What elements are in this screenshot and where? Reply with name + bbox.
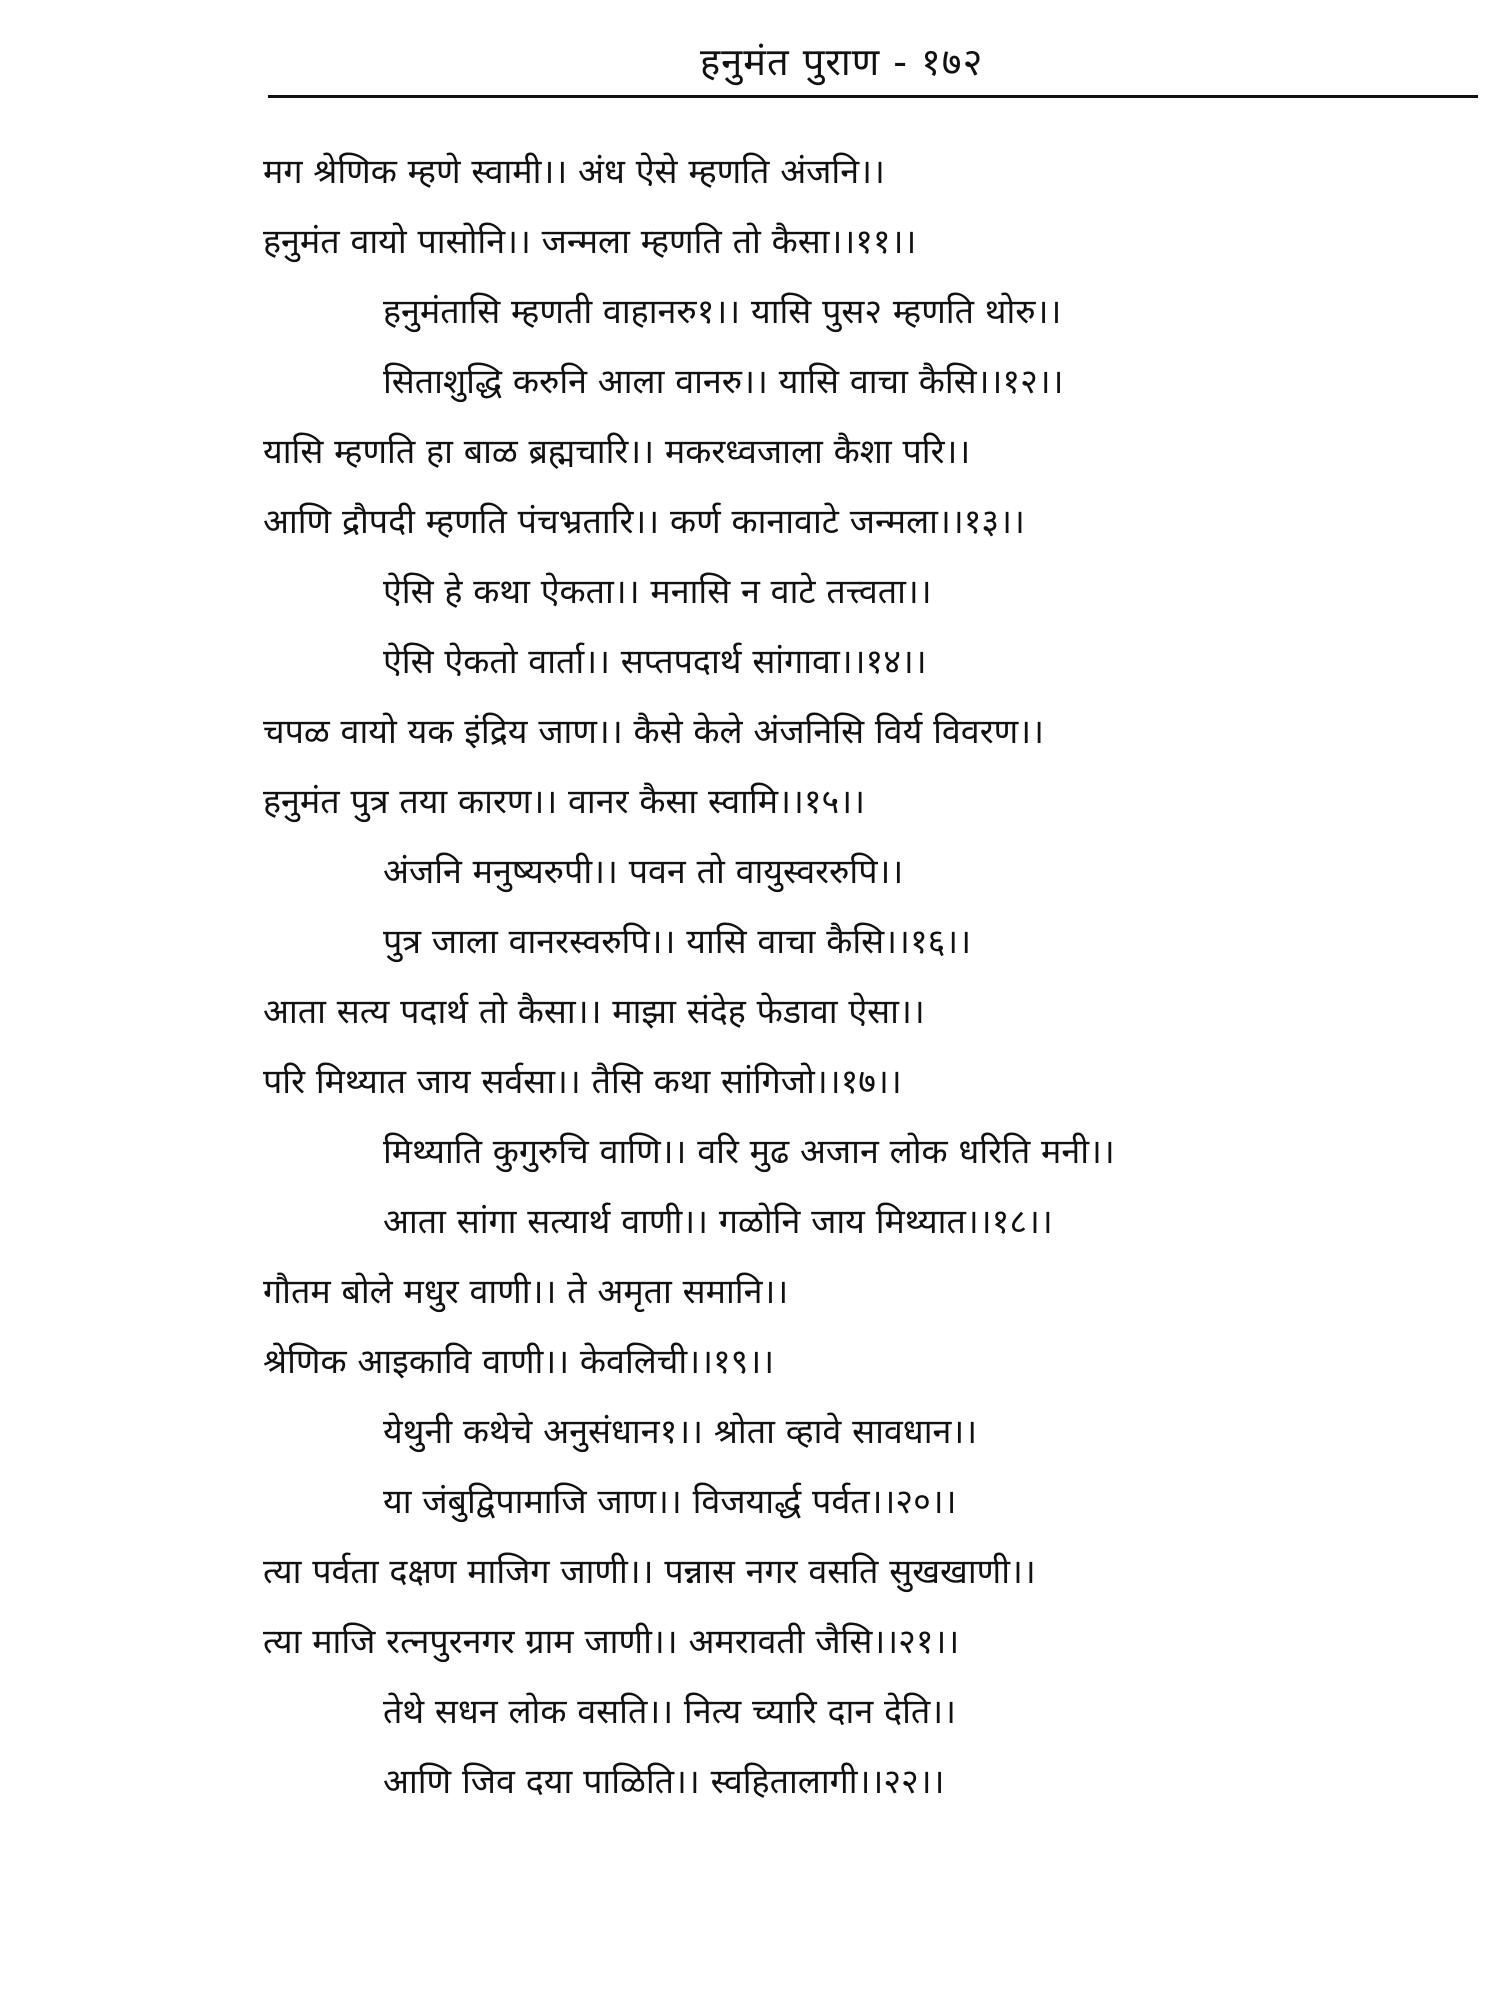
verse-line: परि मिथ्यात जाय सर्वसा।। तैसि कथा सांगिजो।।१७।। xyxy=(263,1062,902,1102)
verse-line: आणि जिव दया पाळिति।। स्वहितालागी।।२२।। xyxy=(383,1762,945,1802)
verse-line: येथुनी कथेचे अनुसंधान१।। श्रोता व्हावे सावधान।। xyxy=(383,1412,978,1452)
verse-line: सिताशुद्धि करुनि आला वानरु।। यासि वाचा कैसि।।१२।। xyxy=(383,362,1064,402)
verse-line: आणि द्रौपदी म्हणति पंचभ्रतारि।। कर्ण कानावाटे जन्मला।।१३।। xyxy=(263,502,1025,542)
verse-line: या जंबुद्विपामाजि जाण।। विजयार्द्ध पर्वत।।२०।। xyxy=(383,1482,957,1522)
verse-line: यासि म्हणति हा बाळ ब्रह्मचारि।। मकरध्वजाला कैशा परि।। xyxy=(263,432,971,472)
verse-line: तेथे सधन लोक वसति।। नित्य च्यारि दान देति।। xyxy=(383,1692,957,1732)
verse-line: गौतम बोले मधुर वाणी।। ते अमृता समानि।। xyxy=(263,1272,789,1312)
verse-line: अंजनि मनुष्यरुपी।। पवन तो वायुस्वररुपि।। xyxy=(383,852,904,892)
verse-line: पुत्र जाला वानरस्वरुपि।। यासि वाचा कैसि।।१६।। xyxy=(383,922,972,962)
verse-line: आता सांगा सत्यार्थ वाणी।। गळोनि जाय मिथ्यात।।१८।। xyxy=(383,1202,1053,1242)
verse-line: श्रेणिक आइकावि वाणी।। केवलिची।।१९।। xyxy=(263,1342,775,1382)
verse-line: हनुमंतासि म्हणती वाहानरु१।। यासि पुस२ म्हणति थोरु।। xyxy=(383,292,1062,332)
verse-line: ऐसि ऐकतो वार्ता।। सप्तपदार्थ सांगावा।।१४।। xyxy=(383,642,927,682)
verse-line: हनुमंत वायो पासोनि।। जन्मला म्हणति तो कैसा।।११।। xyxy=(263,222,917,262)
page-header-title: हनुमंत पुराण - १७२ xyxy=(700,40,984,84)
verse-line: हनुमंत पुत्र तया कारण।। वानर कैसा स्वामि।।१५।। xyxy=(263,782,866,822)
verse-line: मग श्रेणिक म्हणे स्वामी।। अंध ऐसे म्हणति अंजनि।। xyxy=(263,152,885,192)
verse-line: चपळ वायो यक इंद्रिय जाण।। कैसे केले अंजनिसि विर्य विवरण।। xyxy=(263,712,1044,752)
verse-line: ऐसि हे कथा ऐकता।। मनासि न वाटे तत्त्वता।। xyxy=(383,572,932,612)
verse-line: मिथ्याति कुगुरुचि वाणि।। वरि मुढ अजान लोक धरिति मनी।। xyxy=(383,1132,1115,1172)
verse-line: त्या पर्वता दक्षण माजिग जाणी।। पन्नास नगर वसति सुखखाणी।। xyxy=(263,1552,1036,1592)
verse-line: त्या माजि रत्नपुरनगर ग्राम जाणी।। अमरावती जैसि।।२१।। xyxy=(263,1622,960,1662)
header-rule xyxy=(268,95,1478,98)
verse-line: आता सत्य पदार्थ तो कैसा।। माझा संदेह फेडावा ऐसा।। xyxy=(263,992,925,1032)
